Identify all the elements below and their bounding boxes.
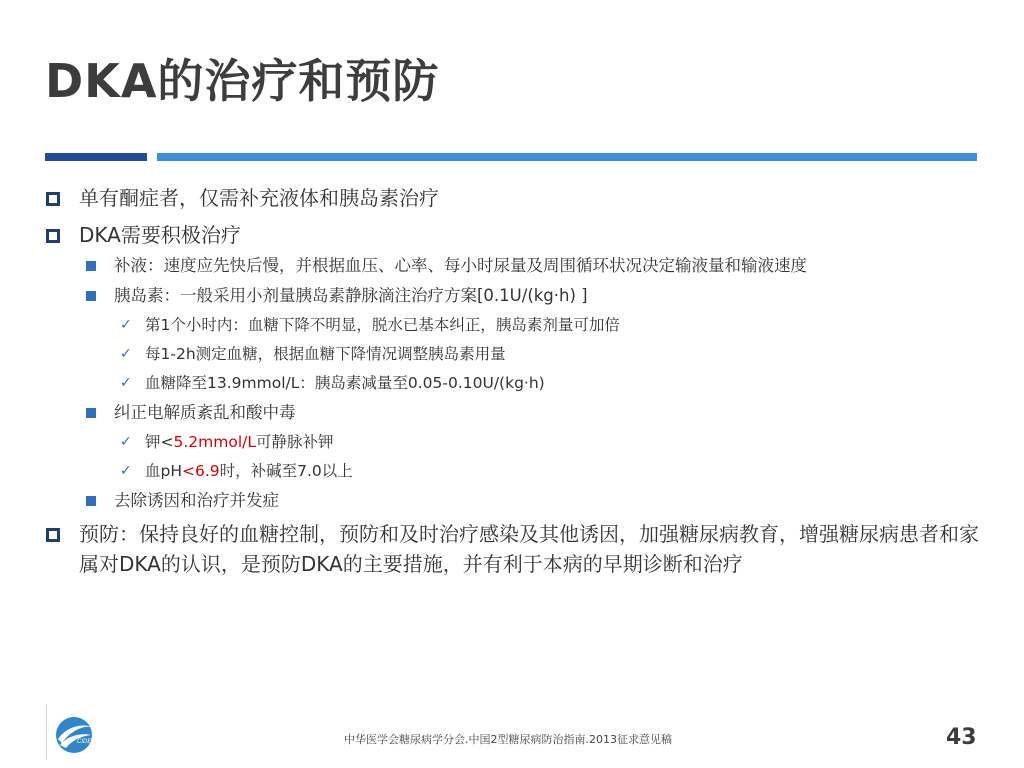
checkmark-icon: ✓ [120, 346, 132, 362]
bullet-text: 预防：保持良好的血糖控制，预防和及时治疗感染及其他诱因，加强糖尿病教育，增强糖尿病患者和家属对DKA的认识，是预防DKA的主要措施，并有利于本病的早期诊断和治疗 [79, 522, 979, 576]
hollow-square-bullet-icon [46, 229, 60, 243]
sub-bullet-text: 纠正电解质紊乱和酸中毒 [114, 403, 296, 422]
check-item [44, 343, 984, 366]
filled-square-bullet-icon [86, 261, 96, 271]
citation-text: 中华医学会糖尿病学分会.中国2型糖尿病防治指南.2013征求意见稿 [344, 733, 672, 746]
filled-square-bullet-icon [86, 291, 96, 301]
sub-bullet-text: 去除诱因和治疗并发症 [114, 491, 279, 510]
check-item [44, 372, 984, 395]
sub-bullet-text: 补液：速度应先快后慢，并根据血压、心率、每小时尿量及周围循环状况决定输液量和输液速度 [114, 256, 807, 275]
ph-threshold: <6.9 [182, 462, 220, 480]
checkmark-icon: ✓ [120, 317, 132, 333]
logo-text: CIDE [77, 739, 92, 745]
slide-title: DKA的治疗和预防 [45, 54, 440, 108]
hollow-square-bullet-icon [46, 528, 60, 542]
page-number: 43 [946, 725, 977, 750]
check-item [44, 460, 984, 483]
bullet-text: DKA需要积极治疗 [79, 223, 241, 247]
bullet-item [44, 519, 984, 579]
check-item [44, 431, 984, 454]
check-item-text-prefix: 血pH [145, 462, 182, 480]
checkmark-icon: ✓ [120, 375, 132, 391]
checkmark-icon: ✓ [120, 434, 132, 450]
sub-bullet-item [44, 489, 984, 513]
checkmark-icon: ✓ [120, 463, 132, 479]
check-item [44, 314, 984, 337]
check-item-text-suffix: 时，补碱至7.0以上 [219, 462, 353, 480]
cide-logo-icon [44, 703, 104, 763]
potassium-threshold: 5.2mmol/L [173, 433, 256, 451]
filled-square-bullet-icon [86, 496, 96, 506]
check-item-text: 每1-2h测定血糖，根据血糖下降情况调整胰岛素用量 [145, 345, 506, 363]
sub-bullet-item [44, 401, 984, 425]
check-item-text: 第1个小时内：血糖下降不明显，脱水已基本纠正，胰岛素剂量可加倍 [145, 316, 620, 334]
sub-bullet-item [44, 284, 984, 308]
bullet-item [44, 183, 984, 213]
title-underline-dark [45, 153, 147, 161]
sub-bullet-text: 胰岛素：一般采用小剂量胰岛素静脉滴注治疗方案[0.1U/(kg·h) ] [114, 286, 588, 305]
bullet-text: 单有酮症者，仅需补充液体和胰岛素治疗 [79, 186, 439, 210]
check-item-text: 血糖降至13.9mmol/L：胰岛素减量至0.05-0.10U/(kg·h) [145, 374, 545, 392]
title-underline-light [157, 153, 977, 161]
hollow-square-bullet-icon [46, 192, 60, 206]
filled-square-bullet-icon [86, 408, 96, 418]
check-item-text-suffix: 可静脉补钾 [256, 433, 334, 451]
bullet-item [44, 220, 984, 250]
check-item-text-prefix: 钾< [145, 433, 174, 451]
sub-bullet-item [44, 254, 984, 278]
bullet-list [44, 183, 984, 586]
